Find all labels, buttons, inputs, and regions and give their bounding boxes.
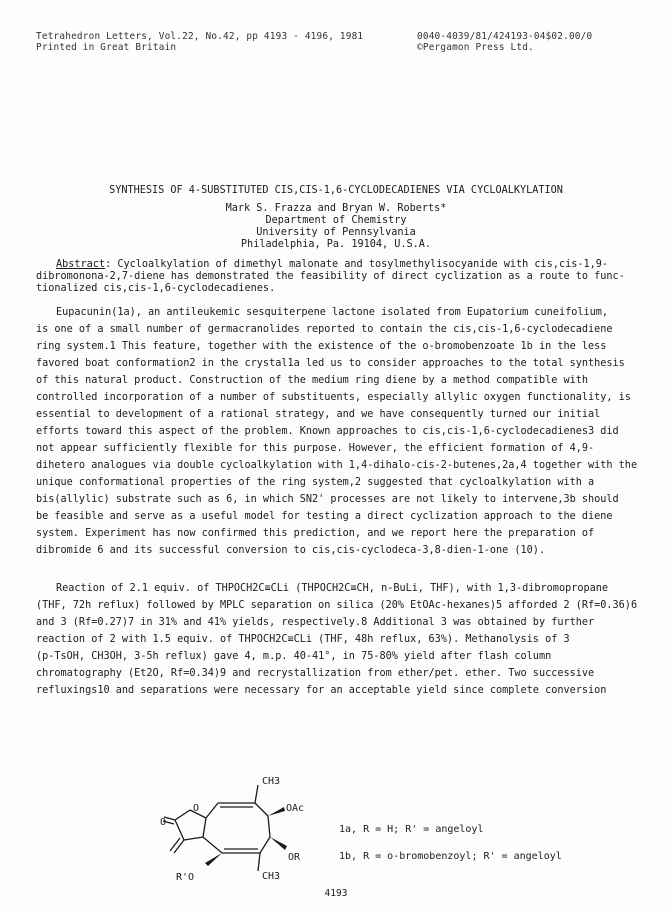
wedge-bond	[268, 807, 285, 816]
eupacunin-structure-diagram	[150, 773, 330, 883]
journal-citation: Tetrahedron Letters, Vol.22, No.42, pp 4193 - 4196, 1981	[36, 31, 364, 42]
bond	[175, 820, 184, 840]
text-line: system. Experiment has now confirmed this prediction, and we report here the preparation of	[36, 528, 595, 539]
ch3-label-top: CH3	[262, 776, 281, 787]
abstract-line	[36, 259, 640, 271]
bond	[260, 837, 270, 853]
oac-label: OAc	[286, 803, 305, 814]
abstract	[36, 259, 640, 295]
text-line: reaction of 2 with 1.5 equiv. of THPOCH2C≡CLi (THF, 48h reflux, 63%). Methanolysis of 3	[36, 634, 570, 645]
text-line: dibromide 6 and its successful conversion to cis,cis-cyclodeca-3,8-dien-1-one (10).	[36, 545, 546, 556]
text-line: (p-TsOH, CH3OH, 3-5h reflux) gave 4, m.p. 40-41°, in 75-80% yield after flash column	[36, 651, 552, 662]
bond	[203, 818, 206, 837]
text-line: dihetero analogues via double cycloalkylation with 1,4-dihalo-cis-2-butenes,2a,4 together with the	[36, 460, 638, 471]
text-line: not appear sufficiently flexible for this purpose. However, the efficient formation of 4,9-	[36, 443, 595, 454]
text-line: bis(allylic) substrate such as 6, in which SN2' processes are not likely to intervene,3b should	[36, 494, 619, 505]
affiliation-department: Department of Chemistry	[265, 215, 407, 226]
or-label: OR	[288, 852, 301, 863]
abstract-text: : Cycloalkylation of dimethyl malonate and tosylmethylisocyanide with cis,cis-1,9-	[105, 259, 609, 270]
bond	[206, 803, 218, 818]
compound-legend-1a: 1a, R = H; R' = angeloyl	[339, 824, 484, 835]
methylene-bond	[174, 840, 184, 853]
methyl-bond	[258, 853, 260, 871]
methylene-bond	[170, 838, 180, 851]
publisher: ©Pergamon Press Ltd.	[417, 42, 534, 53]
bond	[203, 837, 222, 853]
wedge-bond	[270, 837, 287, 850]
text-line: and 3 (Rf=0.27)7 in 31% and 41% yields, respectively.8 Additional 3 was obtained by further	[36, 617, 595, 628]
ring-oxygen-label: O	[193, 803, 200, 814]
text-line: be feasible and serve as a useful model for testing a direct cyclization approach to the diene	[36, 511, 613, 522]
bond	[184, 837, 203, 840]
wedge-bond	[205, 853, 222, 866]
text-line: ring system.1 This feature, together with the existence of the o-bromobenzoate 1b in the less	[36, 341, 607, 352]
methyl-bond	[255, 785, 258, 803]
abstract-label: Abstract	[56, 259, 106, 270]
text-line: essential to development of a rational strategy, and we have consequently turned our initial	[36, 409, 601, 420]
journal-header-left	[36, 31, 363, 53]
text-line: Reaction of 2.1 equiv. of THPOCH2C≡CLi (THPOCH2C≡CH, n-BuLi, THF), with 1,3-dibromopropane	[56, 583, 609, 594]
paragraph-2	[36, 580, 640, 699]
affiliation-university: University of Pennsylvania	[256, 227, 416, 238]
text-line: is one of a small number of germacranolides reported to contain the cis,cis-1,6-cyclodecadiene	[36, 324, 613, 335]
text-line: of this natural product. Construction of the medium ring diene by a method compatible with	[36, 375, 589, 386]
printed-location: Printed in Great Britain	[36, 42, 177, 53]
page-number: 4193	[324, 888, 348, 899]
r-prime-o-label: R'O	[176, 872, 195, 883]
paper-title: SYNTHESIS OF 4-SUBSTITUTED CIS,CIS-1,6-CYCLODECADIENES VIA CYCLOALKYLATION	[109, 185, 563, 196]
journal-header-right	[417, 31, 592, 53]
ch3-label-bottom: CH3	[262, 871, 281, 882]
abstract-line: dibromonona-2,7-diene has demonstrated the feasibility of direct cyclization as a route to func-	[36, 271, 625, 282]
bond	[268, 816, 270, 837]
abstract-line: tionalized cis,cis-1,6-cyclodecadienes.	[36, 283, 276, 294]
paragraph-1	[36, 304, 640, 559]
authors: Mark S. Frazza and Bryan W. Roberts*	[225, 203, 447, 214]
text-line: refluxings10 and separations were necessary for an acceptable yield since complete conversion	[36, 685, 607, 696]
bond	[175, 810, 190, 820]
issn-code: 0040-4039/81/424193-04$02.00/0	[417, 31, 593, 42]
affiliation-address: Philadelphia, Pa. 19104, U.S.A.	[240, 239, 432, 250]
bond	[255, 803, 268, 816]
carbonyl-oxygen-label: O	[160, 817, 167, 828]
text-line: unique conformational properties of the ring system,2 suggested that cycloalkylation with a	[36, 477, 595, 488]
text-line: Eupacunin(1a), an antileukemic sesquiterpene lactone isolated from Eupatorium cuneifolium,	[56, 307, 609, 318]
text-line: (THF, 72h reflux) followed by MPLC separation on silica (20% EtOAc-hexanes)5 afforded 2 (Rf=0.36)6	[36, 600, 638, 611]
text-line: favored boat conformation2 in the crystal1a led us to consider approaches to the total synthesis	[36, 358, 625, 369]
text-line: controlled incorporation of a number of substituents, especially allylic oxygen functionality, is	[36, 392, 631, 403]
text-line: chromatography (Et2O, Rf=0.34)9 and recrystallization from ether/pet. ether. Two successive	[36, 668, 595, 679]
compound-legend-1b: 1b, R = o-bromobenzoyl; R' = angeloyl	[339, 851, 562, 862]
text-line: efforts toward this aspect of the problem. Known approaches to cis,cis-1,6-cyclodecadienes3 did	[36, 426, 619, 437]
